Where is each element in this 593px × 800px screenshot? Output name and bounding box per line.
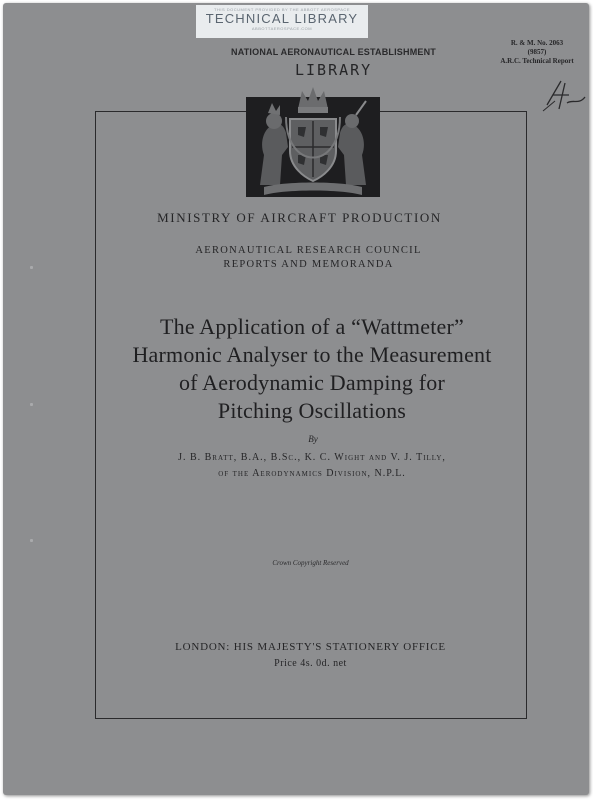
title-line: of Aerodynamic Damping for	[178, 370, 446, 395]
title-line: Harmonic Analyser to the Measurement	[132, 342, 492, 367]
copyright-notice: Crown Copyright Reserved	[272, 559, 349, 567]
binding-hole	[30, 266, 33, 269]
by-label: By	[308, 434, 318, 444]
authors-names: J. B. Bratt, B.A., B.Sc., K. C. Wight and V. J. Tilly,	[178, 452, 446, 463]
stamp-bottom-line: ABBOTTAEROSPACE.COM	[251, 26, 313, 31]
authors-block	[3, 450, 589, 482]
ministry-heading: MINISTRY OF AIRCRAFT PRODUCTION	[157, 210, 442, 225]
authors-affiliation: of the Aerodynamics Division, N.P.L.	[218, 468, 406, 479]
technical-library-stamp	[196, 5, 368, 38]
arc-technical-report: A.R.C. Technical Report	[500, 57, 574, 65]
report-title	[3, 313, 589, 425]
council-heading	[3, 244, 589, 272]
library-stamp: LIBRARY	[295, 61, 373, 79]
title-line: The Application of a “Wattmeter”	[160, 314, 464, 339]
council-line-2: REPORTS AND MEMORANDA	[223, 259, 394, 270]
binding-hole	[30, 539, 33, 542]
title-line: Pitching Oscillations	[217, 398, 407, 423]
binding-hole	[30, 403, 33, 406]
price-line: Price 4s. 0d. net	[274, 658, 347, 669]
council-line-1: AERONAUTICAL RESEARCH COUNCIL	[195, 245, 422, 256]
royal-coat-of-arms-icon	[246, 85, 380, 197]
document-cover	[3, 3, 589, 795]
report-reference	[487, 39, 587, 66]
rm-number: R. & M. No. 2063	[510, 39, 564, 47]
report-year: (9857)	[527, 48, 547, 56]
stamp-top-line: THIS DOCUMENT PROVIDED BY THE ABBOTT AEROSPACE	[214, 7, 350, 12]
handwritten-mark	[539, 75, 589, 115]
stamp-main-text: TECHNICAL LIBRARY	[205, 11, 359, 26]
establishment-stamp: NATIONAL AERONAUTICAL ESTABLISHMENT	[231, 47, 436, 57]
publisher-line: LONDON: HIS MAJESTY'S STATIONERY OFFICE	[175, 641, 446, 653]
